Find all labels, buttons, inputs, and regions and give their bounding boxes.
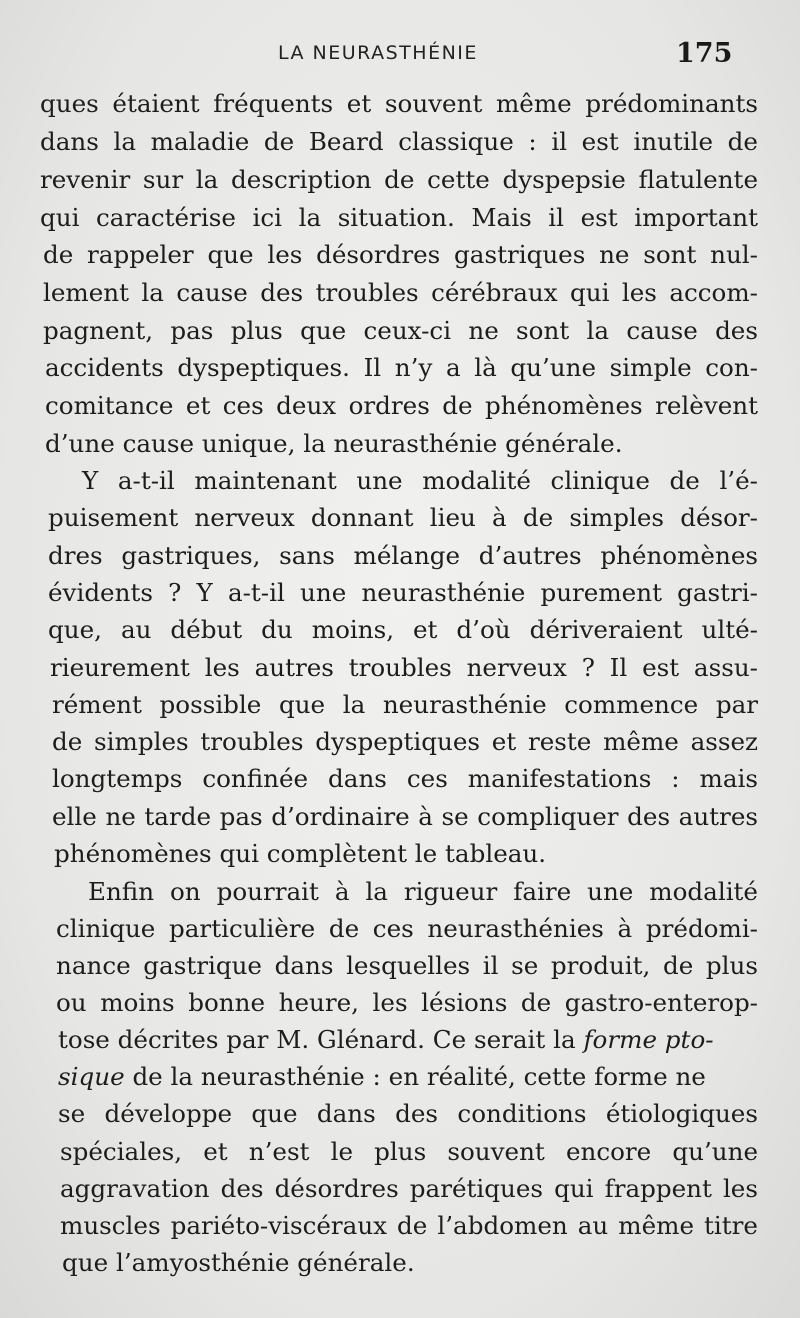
text-line: qui caractérise ici la situation. Mais il est important — [40, 203, 758, 232]
text-line: Enfin on pourrait à la rigueur faire une modalité — [88, 877, 758, 906]
text-line: Y a-t-il maintenant une modalité clinique de l’é- — [82, 466, 758, 495]
page-number: 175 — [676, 38, 733, 69]
text-line: que, au début du moins, et d’où dériveraient ulté- — [48, 615, 758, 644]
text-line: aggravation des désordres parétiques qui frappent les — [60, 1174, 758, 1203]
running-title: LA NEURASTHÉNIE — [278, 42, 478, 64]
text-line: rieurement les autres troubles nerveux ? Il est assu- — [50, 653, 758, 682]
text-line: ques étaient fréquents et souvent même prédominants — [40, 89, 758, 118]
text-line: évidents ? Y a-t-il une neurasthénie purement gastri- — [48, 578, 758, 607]
text-line: pagnent, pas plus que ceux-ci ne sont la cause des — [43, 316, 758, 345]
text-line: spéciales, et n’est le plus souvent encore qu’une — [60, 1137, 758, 1166]
text-segment: tose décrites par M. Glénard. Ce serait la — [58, 1025, 584, 1054]
text-line: lement la cause des troubles cérébraux qui les accom- — [43, 278, 758, 307]
text-line: se développe que dans des conditions étiologiques — [58, 1099, 758, 1128]
text-line: que l’amyosthénie générale. — [62, 1248, 415, 1277]
text-line: comitance et ces deux ordres de phénomènes relèvent — [45, 391, 758, 420]
text-line: puisement nerveux donnant lieu à de simples désor- — [48, 503, 758, 532]
text-line — [58, 1022, 714, 1058]
page-header — [0, 38, 800, 74]
text-segment: de la neurasthénie : en réalité, cette forme ne — [124, 1062, 706, 1091]
text-line: clinique particulière de ces neurasthénies à prédomi- — [56, 914, 758, 943]
text-line — [58, 1059, 706, 1095]
text-line: ou moins bonne heure, les lésions de gastro-enterop- — [56, 988, 758, 1017]
italic-term: forme pto- — [583, 1025, 714, 1054]
text-line: longtemps confinée dans ces manifestations : mais — [52, 764, 758, 793]
text-line: d’une cause unique, la neurasthénie générale. — [45, 429, 623, 458]
text-line: de rappeler que les désordres gastriques ne sont nul- — [43, 240, 758, 269]
text-line: accidents dyspeptiques. Il n’y a là qu’une simple con- — [45, 353, 758, 382]
italic-term: sique — [58, 1062, 125, 1091]
text-line: dans la maladie de Beard classique : il est inutile de — [40, 127, 758, 156]
text-line: dres gastriques, sans mélange d’autres phénomènes — [48, 541, 758, 570]
text-line: phénomènes qui complètent le tableau. — [54, 839, 547, 868]
text-line: nance gastrique dans lesquelles il se produit, de plus — [56, 951, 758, 980]
text-line: revenir sur la description de cette dyspepsie flatulente — [40, 165, 758, 194]
text-line: rément possible que la neurasthénie commence par — [52, 690, 758, 719]
text-line: elle ne tarde pas d’ordinaire à se compliquer des autres — [52, 802, 758, 831]
text-line: de simples troubles dyspeptiques et reste même assez — [52, 727, 758, 756]
text-line: muscles pariéto-viscéraux de l’abdomen au même titre — [60, 1211, 758, 1240]
